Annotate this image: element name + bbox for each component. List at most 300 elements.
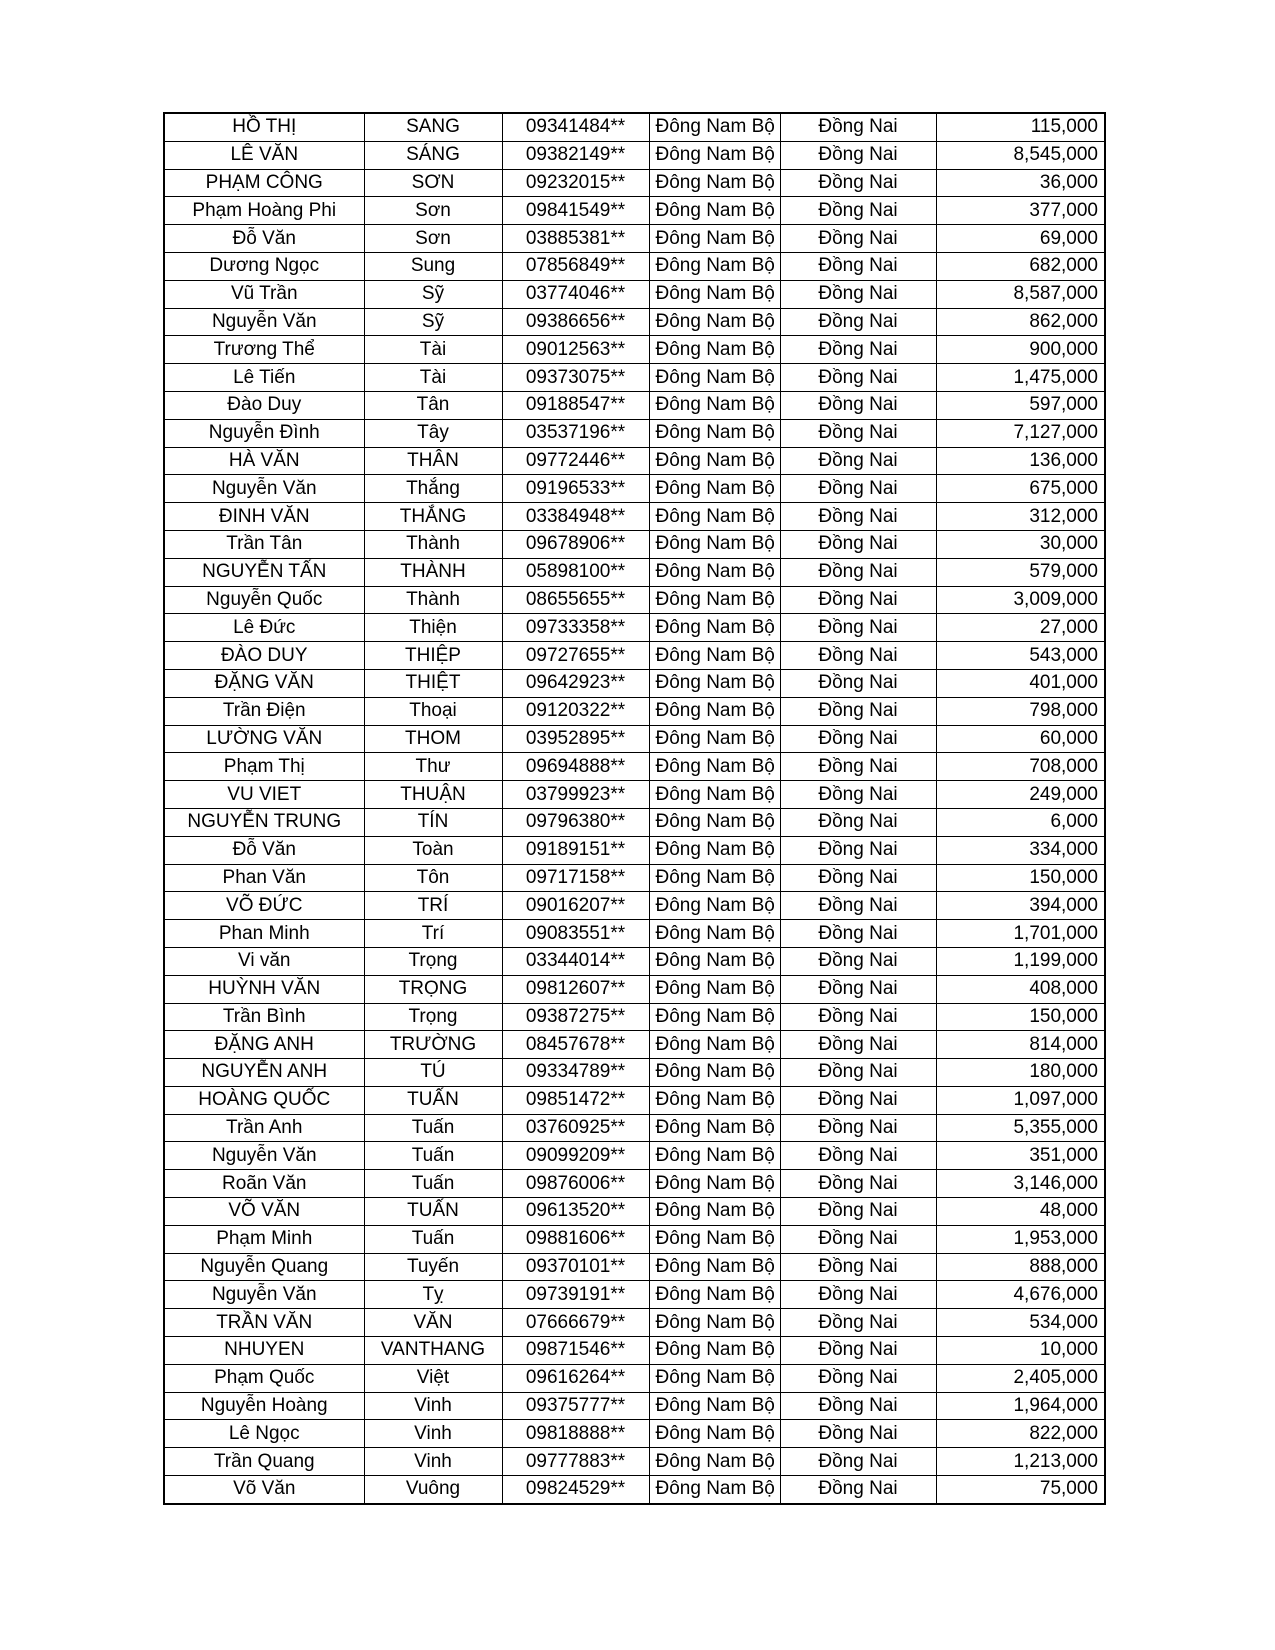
phone-cell: 09232015** xyxy=(502,169,649,197)
last-name-cell: Trần Quang xyxy=(164,1448,364,1476)
phone-cell: 09876006** xyxy=(502,1170,649,1198)
phone-cell: 09812607** xyxy=(502,975,649,1003)
table-body xyxy=(164,113,1105,1504)
province-cell: Đồng Nai xyxy=(780,1420,936,1448)
province-cell: Đồng Nai xyxy=(780,920,936,948)
first-name-cell: Tài xyxy=(364,336,502,364)
phone-cell: 09818888** xyxy=(502,1420,649,1448)
phone-cell: 09841549** xyxy=(502,197,649,225)
phone-cell: 09012563** xyxy=(502,336,649,364)
last-name-cell: Vũ Trần xyxy=(164,280,364,308)
province-cell: Đồng Nai xyxy=(780,475,936,503)
table-row xyxy=(164,1198,1105,1226)
table-row xyxy=(164,308,1105,336)
province-cell: Đồng Nai xyxy=(780,753,936,781)
first-name-cell: Tuyến xyxy=(364,1253,502,1281)
amount-cell: 1,199,000 xyxy=(936,947,1105,975)
province-cell: Đồng Nai xyxy=(780,808,936,836)
table-row xyxy=(164,364,1105,392)
last-name-cell: Trương Thể xyxy=(164,336,364,364)
phone-cell: 09613520** xyxy=(502,1198,649,1226)
province-cell: Đồng Nai xyxy=(780,1364,936,1392)
table-row xyxy=(164,697,1105,725)
last-name-cell: Đỗ Văn xyxy=(164,225,364,253)
table-row xyxy=(164,1476,1105,1504)
table-row xyxy=(164,781,1105,809)
amount-cell: 115,000 xyxy=(936,113,1105,141)
province-cell: Đồng Nai xyxy=(780,169,936,197)
table-row xyxy=(164,947,1105,975)
last-name-cell: Trần Điện xyxy=(164,697,364,725)
last-name-cell: PHẠM CÔNG xyxy=(164,169,364,197)
amount-cell: 48,000 xyxy=(936,1198,1105,1226)
first-name-cell: SƠN xyxy=(364,169,502,197)
region-cell: Đông Nam Bộ xyxy=(649,614,780,642)
amount-cell: 30,000 xyxy=(936,530,1105,558)
first-name-cell: Tuấn xyxy=(364,1114,502,1142)
first-name-cell: Tuấn xyxy=(364,1142,502,1170)
province-cell: Đồng Nai xyxy=(780,1170,936,1198)
region-cell: Đông Nam Bộ xyxy=(649,336,780,364)
amount-cell: 682,000 xyxy=(936,252,1105,280)
phone-cell: 09727655** xyxy=(502,642,649,670)
table-row xyxy=(164,1086,1105,1114)
first-name-cell: Sỹ xyxy=(364,280,502,308)
first-name-cell: Tôn xyxy=(364,864,502,892)
last-name-cell: Phạm Minh xyxy=(164,1225,364,1253)
first-name-cell: Tây xyxy=(364,419,502,447)
phone-cell: 09733358** xyxy=(502,614,649,642)
amount-cell: 136,000 xyxy=(936,447,1105,475)
amount-cell: 377,000 xyxy=(936,197,1105,225)
table-row xyxy=(164,920,1105,948)
amount-cell: 4,676,000 xyxy=(936,1281,1105,1309)
first-name-cell: Việt xyxy=(364,1364,502,1392)
region-cell: Đông Nam Bộ xyxy=(649,1309,780,1337)
last-name-cell: NGUYỄN TẤN xyxy=(164,558,364,586)
region-cell: Đông Nam Bộ xyxy=(649,781,780,809)
table-row xyxy=(164,1225,1105,1253)
last-name-cell: LƯỜNG VĂN xyxy=(164,725,364,753)
first-name-cell: Vinh xyxy=(364,1420,502,1448)
region-cell: Đông Nam Bộ xyxy=(649,141,780,169)
last-name-cell: Roãn Văn xyxy=(164,1170,364,1198)
amount-cell: 2,405,000 xyxy=(936,1364,1105,1392)
region-cell: Đông Nam Bộ xyxy=(649,113,780,141)
province-cell: Đồng Nai xyxy=(780,1198,936,1226)
last-name-cell: Nguyễn Văn xyxy=(164,1142,364,1170)
first-name-cell: Thiện xyxy=(364,614,502,642)
last-name-cell: Nguyễn Văn xyxy=(164,1281,364,1309)
region-cell: Đông Nam Bộ xyxy=(649,475,780,503)
province-cell: Đồng Nai xyxy=(780,197,936,225)
last-name-cell: ĐẶNG VĂN xyxy=(164,669,364,697)
province-cell: Đồng Nai xyxy=(780,1003,936,1031)
table-row xyxy=(164,836,1105,864)
last-name-cell: Nguyễn Đình xyxy=(164,419,364,447)
data-table xyxy=(163,112,1106,1505)
table-row xyxy=(164,1142,1105,1170)
last-name-cell: Vi văn xyxy=(164,947,364,975)
region-cell: Đông Nam Bộ xyxy=(649,947,780,975)
region-cell: Đông Nam Bộ xyxy=(649,642,780,670)
amount-cell: 150,000 xyxy=(936,1003,1105,1031)
amount-cell: 1,701,000 xyxy=(936,920,1105,948)
table-row xyxy=(164,669,1105,697)
last-name-cell: VÕ ĐỨC xyxy=(164,892,364,920)
amount-cell: 180,000 xyxy=(936,1059,1105,1087)
province-cell: Đồng Nai xyxy=(780,141,936,169)
region-cell: Đông Nam Bộ xyxy=(649,1253,780,1281)
amount-cell: 3,146,000 xyxy=(936,1170,1105,1198)
amount-cell: 10,000 xyxy=(936,1337,1105,1365)
amount-cell: 708,000 xyxy=(936,753,1105,781)
amount-cell: 69,000 xyxy=(936,225,1105,253)
province-cell: Đồng Nai xyxy=(780,1142,936,1170)
table-row xyxy=(164,808,1105,836)
province-cell: Đồng Nai xyxy=(780,614,936,642)
last-name-cell: NGUYỄN TRUNG xyxy=(164,808,364,836)
region-cell: Đông Nam Bộ xyxy=(649,864,780,892)
first-name-cell: Tân xyxy=(364,391,502,419)
last-name-cell: Nguyễn Hoàng xyxy=(164,1392,364,1420)
region-cell: Đông Nam Bộ xyxy=(649,391,780,419)
table-row xyxy=(164,1003,1105,1031)
province-cell: Đồng Nai xyxy=(780,308,936,336)
phone-cell: 09642923** xyxy=(502,669,649,697)
amount-cell: 334,000 xyxy=(936,836,1105,864)
first-name-cell: Thư xyxy=(364,753,502,781)
last-name-cell: Trần Anh xyxy=(164,1114,364,1142)
amount-cell: 579,000 xyxy=(936,558,1105,586)
phone-cell: 09188547** xyxy=(502,391,649,419)
table-row xyxy=(164,280,1105,308)
phone-cell: 09196533** xyxy=(502,475,649,503)
first-name-cell: Thành xyxy=(364,586,502,614)
region-cell: Đông Nam Bộ xyxy=(649,1337,780,1365)
amount-cell: 394,000 xyxy=(936,892,1105,920)
first-name-cell: TUẤN xyxy=(364,1198,502,1226)
amount-cell: 351,000 xyxy=(936,1142,1105,1170)
table-row xyxy=(164,1170,1105,1198)
region-cell: Đông Nam Bộ xyxy=(649,503,780,531)
province-cell: Đồng Nai xyxy=(780,447,936,475)
phone-cell: 03384948** xyxy=(502,503,649,531)
last-name-cell: HÀ VĂN xyxy=(164,447,364,475)
region-cell: Đông Nam Bộ xyxy=(649,558,780,586)
region-cell: Đông Nam Bộ xyxy=(649,1364,780,1392)
province-cell: Đồng Nai xyxy=(780,586,936,614)
table-row xyxy=(164,642,1105,670)
region-cell: Đông Nam Bộ xyxy=(649,1086,780,1114)
region-cell: Đông Nam Bộ xyxy=(649,892,780,920)
province-cell: Đồng Nai xyxy=(780,530,936,558)
last-name-cell: ĐÀO DUY xyxy=(164,642,364,670)
table-row xyxy=(164,1059,1105,1087)
last-name-cell: Đào Duy xyxy=(164,391,364,419)
phone-cell: 03885381** xyxy=(502,225,649,253)
phone-cell: 09341484** xyxy=(502,113,649,141)
region-cell: Đông Nam Bộ xyxy=(649,1420,780,1448)
last-name-cell: TRẦN VĂN xyxy=(164,1309,364,1337)
last-name-cell: LÊ VĂN xyxy=(164,141,364,169)
table-row xyxy=(164,1114,1105,1142)
region-cell: Đông Nam Bộ xyxy=(649,364,780,392)
first-name-cell: THÀNH xyxy=(364,558,502,586)
table-row xyxy=(164,419,1105,447)
table-row xyxy=(164,614,1105,642)
region-cell: Đông Nam Bộ xyxy=(649,1031,780,1059)
phone-cell: 09772446** xyxy=(502,447,649,475)
table-row xyxy=(164,447,1105,475)
region-cell: Đông Nam Bộ xyxy=(649,1170,780,1198)
table-row xyxy=(164,864,1105,892)
table-row xyxy=(164,892,1105,920)
amount-cell: 7,127,000 xyxy=(936,419,1105,447)
phone-cell: 09739191** xyxy=(502,1281,649,1309)
table-row xyxy=(164,197,1105,225)
province-cell: Đồng Nai xyxy=(780,1392,936,1420)
region-cell: Đông Nam Bộ xyxy=(649,1281,780,1309)
amount-cell: 6,000 xyxy=(936,808,1105,836)
amount-cell: 888,000 xyxy=(936,1253,1105,1281)
province-cell: Đồng Nai xyxy=(780,225,936,253)
region-cell: Đông Nam Bộ xyxy=(649,1114,780,1142)
table-row xyxy=(164,391,1105,419)
table-row xyxy=(164,586,1105,614)
table-row xyxy=(164,1448,1105,1476)
region-cell: Đông Nam Bộ xyxy=(649,975,780,1003)
region-cell: Đông Nam Bộ xyxy=(649,1448,780,1476)
region-cell: Đông Nam Bộ xyxy=(649,1059,780,1087)
phone-cell: 09796380** xyxy=(502,808,649,836)
table-row xyxy=(164,169,1105,197)
province-cell: Đồng Nai xyxy=(780,836,936,864)
last-name-cell: Dương Ngọc xyxy=(164,252,364,280)
province-cell: Đồng Nai xyxy=(780,669,936,697)
region-cell: Đông Nam Bộ xyxy=(649,1476,780,1504)
first-name-cell: Toàn xyxy=(364,836,502,864)
table-row xyxy=(164,336,1105,364)
region-cell: Đông Nam Bộ xyxy=(649,252,780,280)
region-cell: Đông Nam Bộ xyxy=(649,225,780,253)
first-name-cell: Tuấn xyxy=(364,1225,502,1253)
phone-cell: 09120322** xyxy=(502,697,649,725)
first-name-cell: Vuông xyxy=(364,1476,502,1504)
last-name-cell: ĐINH VĂN xyxy=(164,503,364,531)
last-name-cell: Lê Tiến xyxy=(164,364,364,392)
first-name-cell: Thắng xyxy=(364,475,502,503)
amount-cell: 814,000 xyxy=(936,1031,1105,1059)
amount-cell: 408,000 xyxy=(936,975,1105,1003)
region-cell: Đông Nam Bộ xyxy=(649,1225,780,1253)
phone-cell: 09616264** xyxy=(502,1364,649,1392)
phone-cell: 09851472** xyxy=(502,1086,649,1114)
province-cell: Đồng Nai xyxy=(780,781,936,809)
last-name-cell: Trần Bình xyxy=(164,1003,364,1031)
first-name-cell: Tuấn xyxy=(364,1170,502,1198)
province-cell: Đồng Nai xyxy=(780,1225,936,1253)
first-name-cell: THOM xyxy=(364,725,502,753)
table-row xyxy=(164,558,1105,586)
region-cell: Đông Nam Bộ xyxy=(649,836,780,864)
table-row xyxy=(164,1309,1105,1337)
province-cell: Đồng Nai xyxy=(780,1337,936,1365)
region-cell: Đông Nam Bộ xyxy=(649,669,780,697)
amount-cell: 900,000 xyxy=(936,336,1105,364)
province-cell: Đồng Nai xyxy=(780,113,936,141)
phone-cell: 09871546** xyxy=(502,1337,649,1365)
amount-cell: 75,000 xyxy=(936,1476,1105,1504)
phone-cell: 03344014** xyxy=(502,947,649,975)
first-name-cell: THUẬN xyxy=(364,781,502,809)
table-row xyxy=(164,475,1105,503)
last-name-cell: NGUYỄN ANH xyxy=(164,1059,364,1087)
last-name-cell: Nguyễn Văn xyxy=(164,475,364,503)
province-cell: Đồng Nai xyxy=(780,892,936,920)
first-name-cell: Trí xyxy=(364,920,502,948)
last-name-cell: Phạm Quốc xyxy=(164,1364,364,1392)
phone-cell: 09373075** xyxy=(502,364,649,392)
last-name-cell: Nguyễn Quang xyxy=(164,1253,364,1281)
first-name-cell: Sỹ xyxy=(364,308,502,336)
phone-cell: 09016207** xyxy=(502,892,649,920)
first-name-cell: TUẤN xyxy=(364,1086,502,1114)
amount-cell: 60,000 xyxy=(936,725,1105,753)
phone-cell: 09375777** xyxy=(502,1392,649,1420)
phone-cell: 08457678** xyxy=(502,1031,649,1059)
phone-cell: 07666679** xyxy=(502,1309,649,1337)
first-name-cell: THIỆT xyxy=(364,669,502,697)
phone-cell: 03774046** xyxy=(502,280,649,308)
amount-cell: 1,213,000 xyxy=(936,1448,1105,1476)
phone-cell: 09386656** xyxy=(502,308,649,336)
amount-cell: 5,355,000 xyxy=(936,1114,1105,1142)
phone-cell: 09777883** xyxy=(502,1448,649,1476)
table-row xyxy=(164,1364,1105,1392)
first-name-cell: Trọng xyxy=(364,947,502,975)
first-name-cell: VANTHANG xyxy=(364,1337,502,1365)
region-cell: Đông Nam Bộ xyxy=(649,697,780,725)
region-cell: Đông Nam Bộ xyxy=(649,280,780,308)
amount-cell: 8,545,000 xyxy=(936,141,1105,169)
amount-cell: 1,964,000 xyxy=(936,1392,1105,1420)
last-name-cell: Nguyễn Quốc xyxy=(164,586,364,614)
last-name-cell: HOÀNG QUỐC xyxy=(164,1086,364,1114)
phone-cell: 09083551** xyxy=(502,920,649,948)
province-cell: Đồng Nai xyxy=(780,503,936,531)
first-name-cell: Trọng xyxy=(364,1003,502,1031)
province-cell: Đồng Nai xyxy=(780,1448,936,1476)
province-cell: Đồng Nai xyxy=(780,1309,936,1337)
province-cell: Đồng Nai xyxy=(780,975,936,1003)
amount-cell: 36,000 xyxy=(936,169,1105,197)
phone-cell: 03952895** xyxy=(502,725,649,753)
amount-cell: 822,000 xyxy=(936,1420,1105,1448)
province-cell: Đồng Nai xyxy=(780,419,936,447)
last-name-cell: ĐẶNG ANH xyxy=(164,1031,364,1059)
first-name-cell: Tài xyxy=(364,364,502,392)
province-cell: Đồng Nai xyxy=(780,947,936,975)
amount-cell: 543,000 xyxy=(936,642,1105,670)
province-cell: Đồng Nai xyxy=(780,864,936,892)
phone-cell: 05898100** xyxy=(502,558,649,586)
table-row xyxy=(164,753,1105,781)
phone-cell: 09881606** xyxy=(502,1225,649,1253)
phone-cell: 09099209** xyxy=(502,1142,649,1170)
province-cell: Đồng Nai xyxy=(780,697,936,725)
first-name-cell: Vinh xyxy=(364,1392,502,1420)
table-row xyxy=(164,1031,1105,1059)
last-name-cell: Đỗ Văn xyxy=(164,836,364,864)
region-cell: Đông Nam Bộ xyxy=(649,1142,780,1170)
province-cell: Đồng Nai xyxy=(780,1253,936,1281)
province-cell: Đồng Nai xyxy=(780,364,936,392)
table-row xyxy=(164,113,1105,141)
region-cell: Đông Nam Bộ xyxy=(649,1003,780,1031)
region-cell: Đông Nam Bộ xyxy=(649,753,780,781)
amount-cell: 150,000 xyxy=(936,864,1105,892)
province-cell: Đồng Nai xyxy=(780,725,936,753)
phone-cell: 03760925** xyxy=(502,1114,649,1142)
phone-cell: 09824529** xyxy=(502,1476,649,1504)
province-cell: Đồng Nai xyxy=(780,1476,936,1504)
region-cell: Đông Nam Bộ xyxy=(649,169,780,197)
table-row xyxy=(164,975,1105,1003)
first-name-cell: Vinh xyxy=(364,1448,502,1476)
last-name-cell: Phan Minh xyxy=(164,920,364,948)
last-name-cell: Nguyễn Văn xyxy=(164,308,364,336)
region-cell: Đông Nam Bộ xyxy=(649,1392,780,1420)
table-row xyxy=(164,1337,1105,1365)
region-cell: Đông Nam Bộ xyxy=(649,586,780,614)
region-cell: Đông Nam Bộ xyxy=(649,808,780,836)
amount-cell: 1,953,000 xyxy=(936,1225,1105,1253)
region-cell: Đông Nam Bộ xyxy=(649,308,780,336)
table-row xyxy=(164,141,1105,169)
phone-cell: 08655655** xyxy=(502,586,649,614)
first-name-cell: THIỆP xyxy=(364,642,502,670)
table-row xyxy=(164,1420,1105,1448)
first-name-cell: Sung xyxy=(364,252,502,280)
amount-cell: 534,000 xyxy=(936,1309,1105,1337)
region-cell: Đông Nam Bộ xyxy=(649,447,780,475)
table-row xyxy=(164,225,1105,253)
amount-cell: 401,000 xyxy=(936,669,1105,697)
first-name-cell: THÂN xyxy=(364,447,502,475)
amount-cell: 1,475,000 xyxy=(936,364,1105,392)
amount-cell: 1,097,000 xyxy=(936,1086,1105,1114)
last-name-cell: VU VIET xyxy=(164,781,364,809)
amount-cell: 249,000 xyxy=(936,781,1105,809)
last-name-cell: Võ Văn xyxy=(164,1476,364,1504)
first-name-cell: TRỌNG xyxy=(364,975,502,1003)
phone-cell: 09387275** xyxy=(502,1003,649,1031)
phone-cell: 03799923** xyxy=(502,781,649,809)
table-row xyxy=(164,1392,1105,1420)
amount-cell: 3,009,000 xyxy=(936,586,1105,614)
last-name-cell: VÕ VĂN xyxy=(164,1198,364,1226)
first-name-cell: SANG xyxy=(364,113,502,141)
first-name-cell: Thoại xyxy=(364,697,502,725)
last-name-cell: Phạm Thị xyxy=(164,753,364,781)
first-name-cell: THẮNG xyxy=(364,503,502,531)
last-name-cell: Phạm Hoàng Phi xyxy=(164,197,364,225)
province-cell: Đồng Nai xyxy=(780,642,936,670)
phone-cell: 09334789** xyxy=(502,1059,649,1087)
table-row xyxy=(164,503,1105,531)
last-name-cell: HUỲNH VĂN xyxy=(164,975,364,1003)
